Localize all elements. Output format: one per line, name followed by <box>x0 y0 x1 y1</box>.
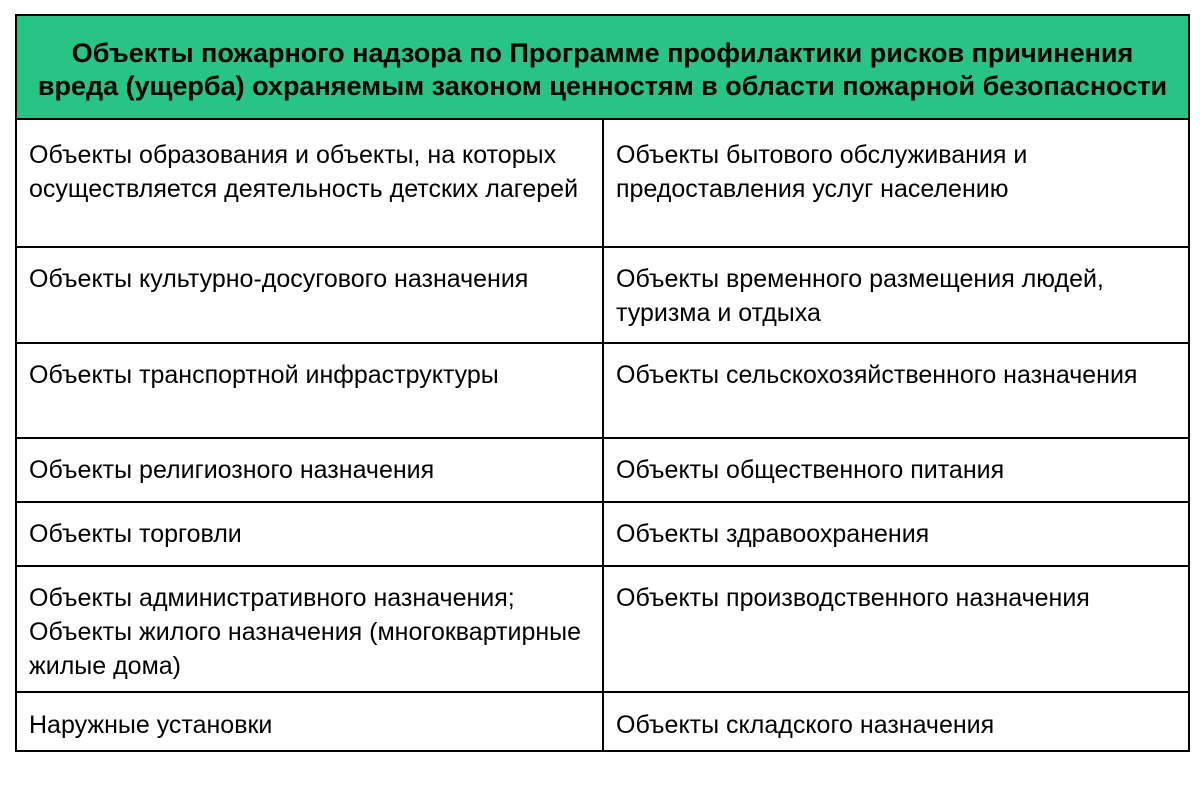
table-cell-left: Объекты административного назначения; Объекты жилого назначения (многоквартирные жилые дома) <box>16 566 603 692</box>
table-row <box>16 119 1189 247</box>
table-cell-right: Объекты сельскохозяйственного назначения <box>603 343 1189 438</box>
table-cell-left: Объекты транспортной инфраструктуры <box>16 343 603 438</box>
table-cell-left: Объекты торговли <box>16 502 603 566</box>
table-cell-right: Объекты складского назначения <box>603 692 1189 751</box>
table-cell-left: Наружные установки <box>16 692 603 751</box>
table-row <box>16 692 1189 751</box>
table-row <box>16 502 1189 566</box>
table-cell-right: Объекты временного размещения людей, туризма и отдыха <box>603 247 1189 343</box>
table-row <box>16 247 1189 343</box>
table-cell-left: Объекты культурно-досугового назначения <box>16 247 603 343</box>
table-cell-right: Объекты общественного питания <box>603 438 1189 502</box>
table-cell-right: Объекты производственного назначения <box>603 566 1189 692</box>
table-cell-left: Объекты религиозного назначения <box>16 438 603 502</box>
fire-supervision-objects-table <box>15 14 1190 752</box>
table-cell-right: Объекты здравоохранения <box>603 502 1189 566</box>
table-row <box>16 343 1189 438</box>
table-header-row <box>16 15 1189 119</box>
table-title: Объекты пожарного надзора по Программе профилактики рисков причинения вреда (ущерба) охраняемым законом ценностям в области пожарной безопасности <box>16 15 1189 119</box>
table-row <box>16 566 1189 692</box>
table-cell-left: Объекты образования и объекты, на которых осуществляется деятельность детских лагерей <box>16 119 603 247</box>
table-row <box>16 438 1189 502</box>
table-cell-right: Объекты бытового обслуживания и предоставления услуг населению <box>603 119 1189 247</box>
table-container <box>15 14 1188 752</box>
